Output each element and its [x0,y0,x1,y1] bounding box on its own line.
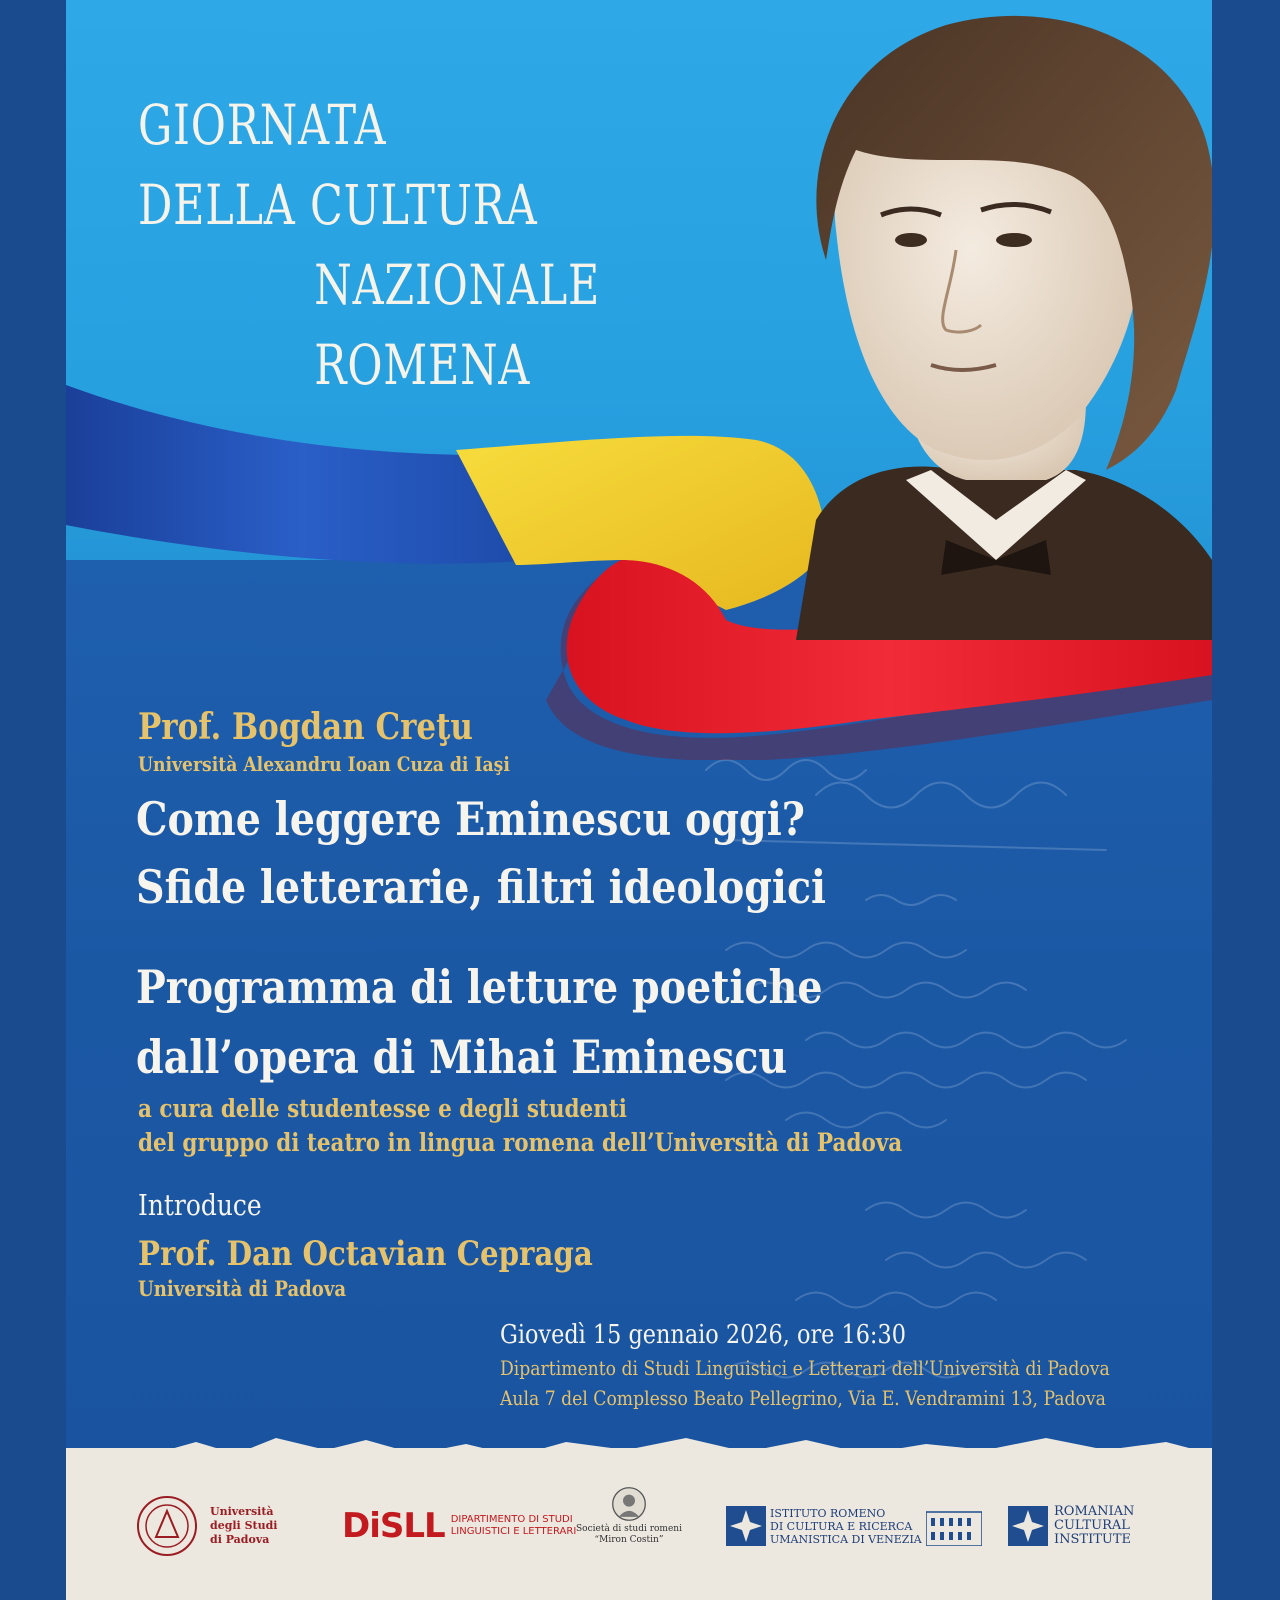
programme-subtitle-1: a cura delle studentesse e degli studenti [138,1094,627,1123]
event-place-1: Dipartimento di Studi Linguistici e Letterari dell’Università di Padova [500,1356,1110,1380]
event-title [138,85,600,405]
unipd-line-1: Università [210,1505,274,1518]
miron-costin-medallion-icon [608,1486,650,1522]
introducer-name: Prof. Dan Octavian Cepraga [138,1234,593,1274]
portrait-eminescu [756,0,1212,640]
introducer-affiliation: Università di Padova [138,1276,347,1301]
speaker-name: Prof. Bogdan Creţu [138,706,473,748]
palazzo-icon [926,1506,982,1546]
unipd-line-3: di Padova [210,1533,270,1546]
title-line-1: GIORNATA [138,93,387,157]
rci-line-2: CULTURAL [1054,1518,1130,1533]
unipd-line-2: degli Studi [210,1519,278,1532]
introduce-label: Introduce [138,1188,262,1222]
logo-disll [342,1496,576,1556]
lecture-title-line-1: Come leggere Eminescu oggi? [136,792,805,846]
disll-mark: DiSLL [342,1506,445,1546]
programme-title-line-1: Programma di letture poetiche [136,960,823,1014]
societa-line-1: Società di studi romeni [576,1524,682,1534]
irv-line-3: UMANISTICA DI VENEZIA [770,1532,922,1546]
irv-line-2: DI CULTURA E RICERCA [770,1519,913,1533]
title-line-3: NAZIONALE [314,253,601,317]
event-place-2: Aula 7 del Complesso Beato Pellegrino, Via E. Vendramini 13, Padova [500,1386,1106,1410]
disll-line-2: LINGUISTICI E LETTERARI [450,1526,577,1537]
logo-istituto-romeno [726,1496,982,1556]
logo-unipd [136,1496,277,1556]
speaker-affiliation: Università Alexandru Ioan Cuza di Iaşi [138,752,510,776]
rci-line-3: INSTITUTE [1054,1532,1132,1547]
programme-title-line-2: dall’opera di Mihai Eminescu [136,1030,788,1084]
event-datetime: Giovedì 15 gennaio 2026, ore 16:30 [500,1320,906,1350]
poster [66,0,1212,1600]
logo-societa [576,1486,682,1546]
logo-rci [1008,1496,1134,1556]
rci-cross-icon [1008,1506,1048,1546]
title-line-4: ROMENA [314,333,531,397]
irv-line-1: ISTITUTO ROMENO [770,1506,886,1520]
rci-line-1: ROMANIAN [1054,1504,1135,1519]
programme-subtitle-2: del gruppo di teatro in lingua romena dell’Università di Padova [138,1128,903,1157]
disll-line-1: DIPARTIMENTO DI STUDI [450,1514,573,1525]
title-line-2: DELLA CULTURA [138,173,538,237]
societa-line-2: “Miron Costin” [594,1535,664,1545]
unipd-seal-icon [136,1495,198,1557]
lecture-title-line-2: Sfide letterarie, filtri ideologici [136,860,827,914]
irv-cross-icon [726,1506,766,1546]
